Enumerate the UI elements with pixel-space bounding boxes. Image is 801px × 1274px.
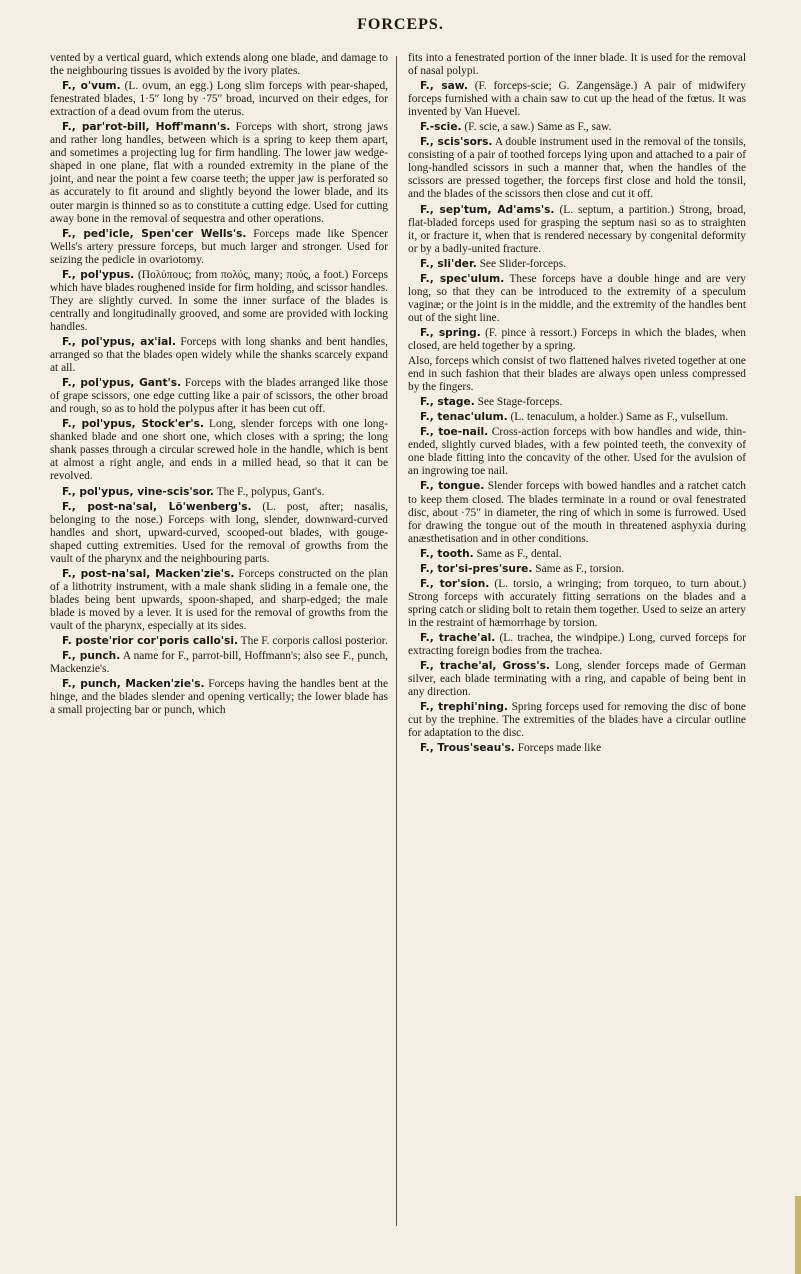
entry-headword: F., ped'icle, Spen'cer Wells's. <box>62 227 247 240</box>
entry-text: Long, slender forceps made of German silver, each blade terminating with a ring, and capable of being bent in any direction. <box>408 660 746 699</box>
dictionary-entry <box>408 660 746 699</box>
entry-text: Cross-action forceps with bow handles and wide, thin-ended, slightly curved blades, with a few pointed teeth, the convexity of one blade fitting into the concavity of the other. Used for the avulsion of an ingrowing toe nail. <box>408 426 746 478</box>
dictionary-entry <box>50 635 388 648</box>
dictionary-entry <box>408 632 746 658</box>
dictionary-entry <box>50 501 388 566</box>
dictionary-entry <box>408 426 746 478</box>
dictionary-entry <box>50 650 388 676</box>
entry-headword: F., tenac'ulum. <box>420 411 508 424</box>
entry-headword: F., pol'ypus, vine-scis'sor. <box>62 485 214 498</box>
dictionary-entry <box>408 742 746 755</box>
left-column <box>50 52 388 719</box>
right-column <box>408 52 746 757</box>
entry-headword: F., punch. <box>62 650 121 663</box>
entry-text: (L. torsio, a wringing; from torqueo, to turn about.) Strong forceps with accurately fitting serrations on the blades and a spring catch or sliding bolt to retain them together. Used to seize an artery in the restraint of hæmorrhage by torsion. <box>408 577 746 629</box>
entry-headword: F., saw. <box>420 80 468 93</box>
entry-text: A name for F., parrot-bill, Hoffmann's; also see F., punch, Mackenzie's. <box>50 650 388 676</box>
entry-text: vented by a vertical guard, which extends along one blade, and damage to the neighbouring tissues is avoided by the ivory plates. <box>50 52 388 78</box>
entry-text: (L. post, after; nasalis, belonging to the nose.) Forceps with long, slender, downward-curved handles and short, upward-curved, scooped-out blades, with gouge-shaped cutting extremities. Used for the removal of growths from the vault of the pharynx and the neighbouring parts. <box>50 500 388 565</box>
entry-text: Same as F., torsion. <box>535 562 625 575</box>
dictionary-entry <box>408 355 746 394</box>
entry-headword: F., spec'ulum. <box>420 272 505 285</box>
entry-text: Forceps constructed on the plan of a lithotrity instrument, with a male shank sliding in a female one, the blades being bent upwards, spoon-shaped, and sharp-edged; the male blade is moved by a lever. It is used for the removal of growths from the vault of the pharynx, especially at its sides. <box>50 567 388 632</box>
dictionary-entry <box>50 228 388 267</box>
entry-headword: F., tor'si-pres'sure. <box>420 562 533 575</box>
entry-text: (F. scie, a saw.) Same as F., saw. <box>464 121 612 134</box>
entry-text: Spring forceps used for removing the disc of bone cut by the trephine. The extremities of the blades have a circular outline for adaptation to the disc. <box>408 701 746 740</box>
dictionary-entry <box>408 578 746 630</box>
entry-headword: F., trache'al. <box>420 631 496 644</box>
entry-headword: F., sep'tum, Ad'ams's. <box>420 203 555 216</box>
entry-headword: F., toe-nail. <box>420 426 489 439</box>
entry-headword: F. poste'rior cor'poris callo'si. <box>62 635 239 648</box>
dictionary-entry <box>408 411 746 424</box>
entry-headword: F., scis'sors. <box>420 136 493 149</box>
dictionary-entry <box>50 678 388 717</box>
entry-text: Also, forceps which consist of two flattened halves riveted together at one end in such fashion that their blades are always open unless compressed by the fingers. <box>408 355 746 394</box>
dictionary-entry <box>408 273 746 325</box>
entry-headword: F., post-na'sal, Lö'wenberg's. <box>62 500 252 513</box>
entry-text: (F. forceps-scie; G. Zangensäge.) A pair of midwifery forceps furnished with a chain saw to cut up the head of the fœtus. It was invented by Van Huevel. <box>408 80 746 119</box>
entry-headword: F., pol'ypus, Stock'er's. <box>62 418 205 431</box>
entry-text: (F. pince à ressort.) Forceps in which the blades, when closed, are held together by a spring. <box>408 326 746 352</box>
entry-text: A double instrument used in the removal of the tonsils, consisting of a pair of toothed forceps lying upon and attached to a pair of long-handled scissors in such a manner that, when the handles of the scissors are pressed together, the forceps first close and hold the tonsil, and the blades of the scissors then close and cut it off. <box>408 136 746 201</box>
entry-headword: F., tongue. <box>420 480 485 493</box>
entry-text: See Slider-forceps. <box>479 257 567 270</box>
dictionary-entry <box>408 480 746 545</box>
entry-text: (L. ovum, an egg.) Long slim forceps with pear-shaped, fenestrated blades, 1·5″ long by ·75″ broad, incurved on their edges, for extraction of a dead ovum from the uterus. <box>50 80 388 119</box>
dictionary-entry <box>408 327 746 353</box>
entry-text: Long, slender forceps with one long-shanked blade and one short one, which closes with a spring; the long shank passes through a circular screwed hole in the handle, which is bent at almost a right angle, and ends in a milled head, so that it can be revolved. <box>50 418 388 483</box>
entry-text: (Πολύπους; from πολύς, many; πούς, a foot.) Forceps which have blades roughened inside for firm holding, and scissor handles. They are slightly curved. In some the inner surface of the blades is centrally and longitudinally grooved, and some are provided with locking handles. <box>50 268 388 333</box>
dictionary-entry <box>50 568 388 633</box>
entry-text: (L. tenaculum, a holder.) Same as F., vulsellum. <box>510 411 729 424</box>
dictionary-entry <box>50 269 388 334</box>
entry-headword: F., o'vum. <box>62 80 121 93</box>
entry-headword: F., Trous'seau's. <box>420 742 515 755</box>
dictionary-entry <box>408 136 746 201</box>
entry-headword: F., spring. <box>420 326 481 339</box>
entry-text: Slender forceps with bowed handles and a ratchet catch to keep them closed. The blades terminate in a round or oval fenestrated disc, about ·75″ in diameter, the ring of which in some is furrowed. Used for drawing the tongue out of the mouth in threatened asphyxia during anæsthetisation and in other conditions. <box>408 480 746 545</box>
dictionary-entry <box>50 80 388 119</box>
dictionary-entry <box>50 52 388 78</box>
dictionary-entry <box>408 258 746 271</box>
entry-headword: F., pol'ypus, Gant's. <box>62 377 182 390</box>
dictionary-entry <box>50 336 388 375</box>
column-divider <box>396 56 397 1226</box>
entry-text: The F. corporis callosi posterior. <box>240 635 388 648</box>
dictionary-entry <box>408 52 746 78</box>
dictionary-entry <box>50 418 388 483</box>
dictionary-entry <box>408 548 746 561</box>
entry-headword: F., post-na'sal, Macken'zie's. <box>62 567 235 580</box>
entry-text: (L. septum, a partition.) Strong, broad, flat-bladed forceps used for grasping the septum nasi so as to straighten it, or fracture it, when that is rendered necessary by congenital deformity or by a badly-united fracture. <box>408 203 746 255</box>
entry-text: Forceps with long shanks and bent handles, arranged so that the blades open widely while the shanks scarcely expand at all. <box>50 335 388 375</box>
entry-headword: F., tor'sion. <box>420 577 490 590</box>
entry-headword: F., par'rot-bill, Hoff'mann's. <box>62 121 231 134</box>
dictionary-entry <box>408 396 746 409</box>
entry-text: Forceps with the blades arranged like those of grape scissors, one edge cutting like a pair of scissors, the other broad and rough, so as to hold the polypus after it has been cut off. <box>50 377 388 416</box>
entry-text: Forceps made like Spencer Wells's artery pressure forceps, but much larger and stronger. Used for seizing the pedicle in ovariotomy. <box>50 227 388 266</box>
entry-text: fits into a fenestrated portion of the inner blade. It is used for the removal of nasal polypi. <box>408 52 746 78</box>
entry-text: Same as F., dental. <box>476 547 562 560</box>
dictionary-entry <box>50 486 388 499</box>
entry-headword: F.-scie. <box>420 121 462 134</box>
entry-headword: F., pol'ypus, ax'ial. <box>62 335 176 348</box>
dictionary-entry <box>408 204 746 256</box>
entry-text: See Stage-forceps. <box>477 396 563 409</box>
page-title: FORCEPS. <box>357 16 444 33</box>
entry-headword: F., punch, Macken'zie's. <box>62 678 205 691</box>
entry-headword: F., tooth. <box>420 547 474 560</box>
dictionary-entry <box>408 121 746 134</box>
dictionary-entry <box>408 563 746 576</box>
dictionary-entry <box>50 377 388 416</box>
entry-headword: F., trephi'ning. <box>420 701 508 714</box>
dictionary-entry <box>408 80 746 119</box>
entry-text: Forceps having the handles bent at the hinge, and the blades slender and opening vertically; the lower blade has a small projecting bar or punch, which <box>50 678 388 717</box>
entry-headword: F., pol'ypus. <box>62 268 135 281</box>
entry-headword: F., trache'al, Gross's. <box>420 660 550 673</box>
dictionary-entry <box>50 121 388 225</box>
dictionary-entry <box>408 701 746 740</box>
entry-text: Forceps made like <box>517 742 602 755</box>
entry-headword: F., stage. <box>420 396 475 409</box>
entry-text: These forceps have a double hinge and are very long, so that they can be introduced to the extremity of a speculum vaginæ; or the joint is in the middle, and the extremity of the handles bent out of the sight line. <box>408 272 746 324</box>
entry-headword: F., sli'der. <box>420 257 477 270</box>
page-edge-marker <box>795 1196 801 1274</box>
entry-text: The F., polypus, Gant's. <box>216 485 325 498</box>
entry-text: (L. trachea, the windpipe.) Long, curved forceps for extracting foreign bodies from the trachea. <box>408 631 746 658</box>
entry-text: Forceps with short, strong jaws and rather long handles, between which is a spring to keep them apart, and sometimes a projecting lug for firm handling. The lower jaw wedge-shaped in one plane, flat with a rounded extremity in the plane of the joint, and near the point a few coarse teeth; the upper jaw is perforated so as accurately to fit around and slightly beyond the lower blade, and its outer margin is thinned so as to constitute a cutting edge. Used for cutting away bone in the removal of sequestra and other operations. <box>50 121 388 225</box>
